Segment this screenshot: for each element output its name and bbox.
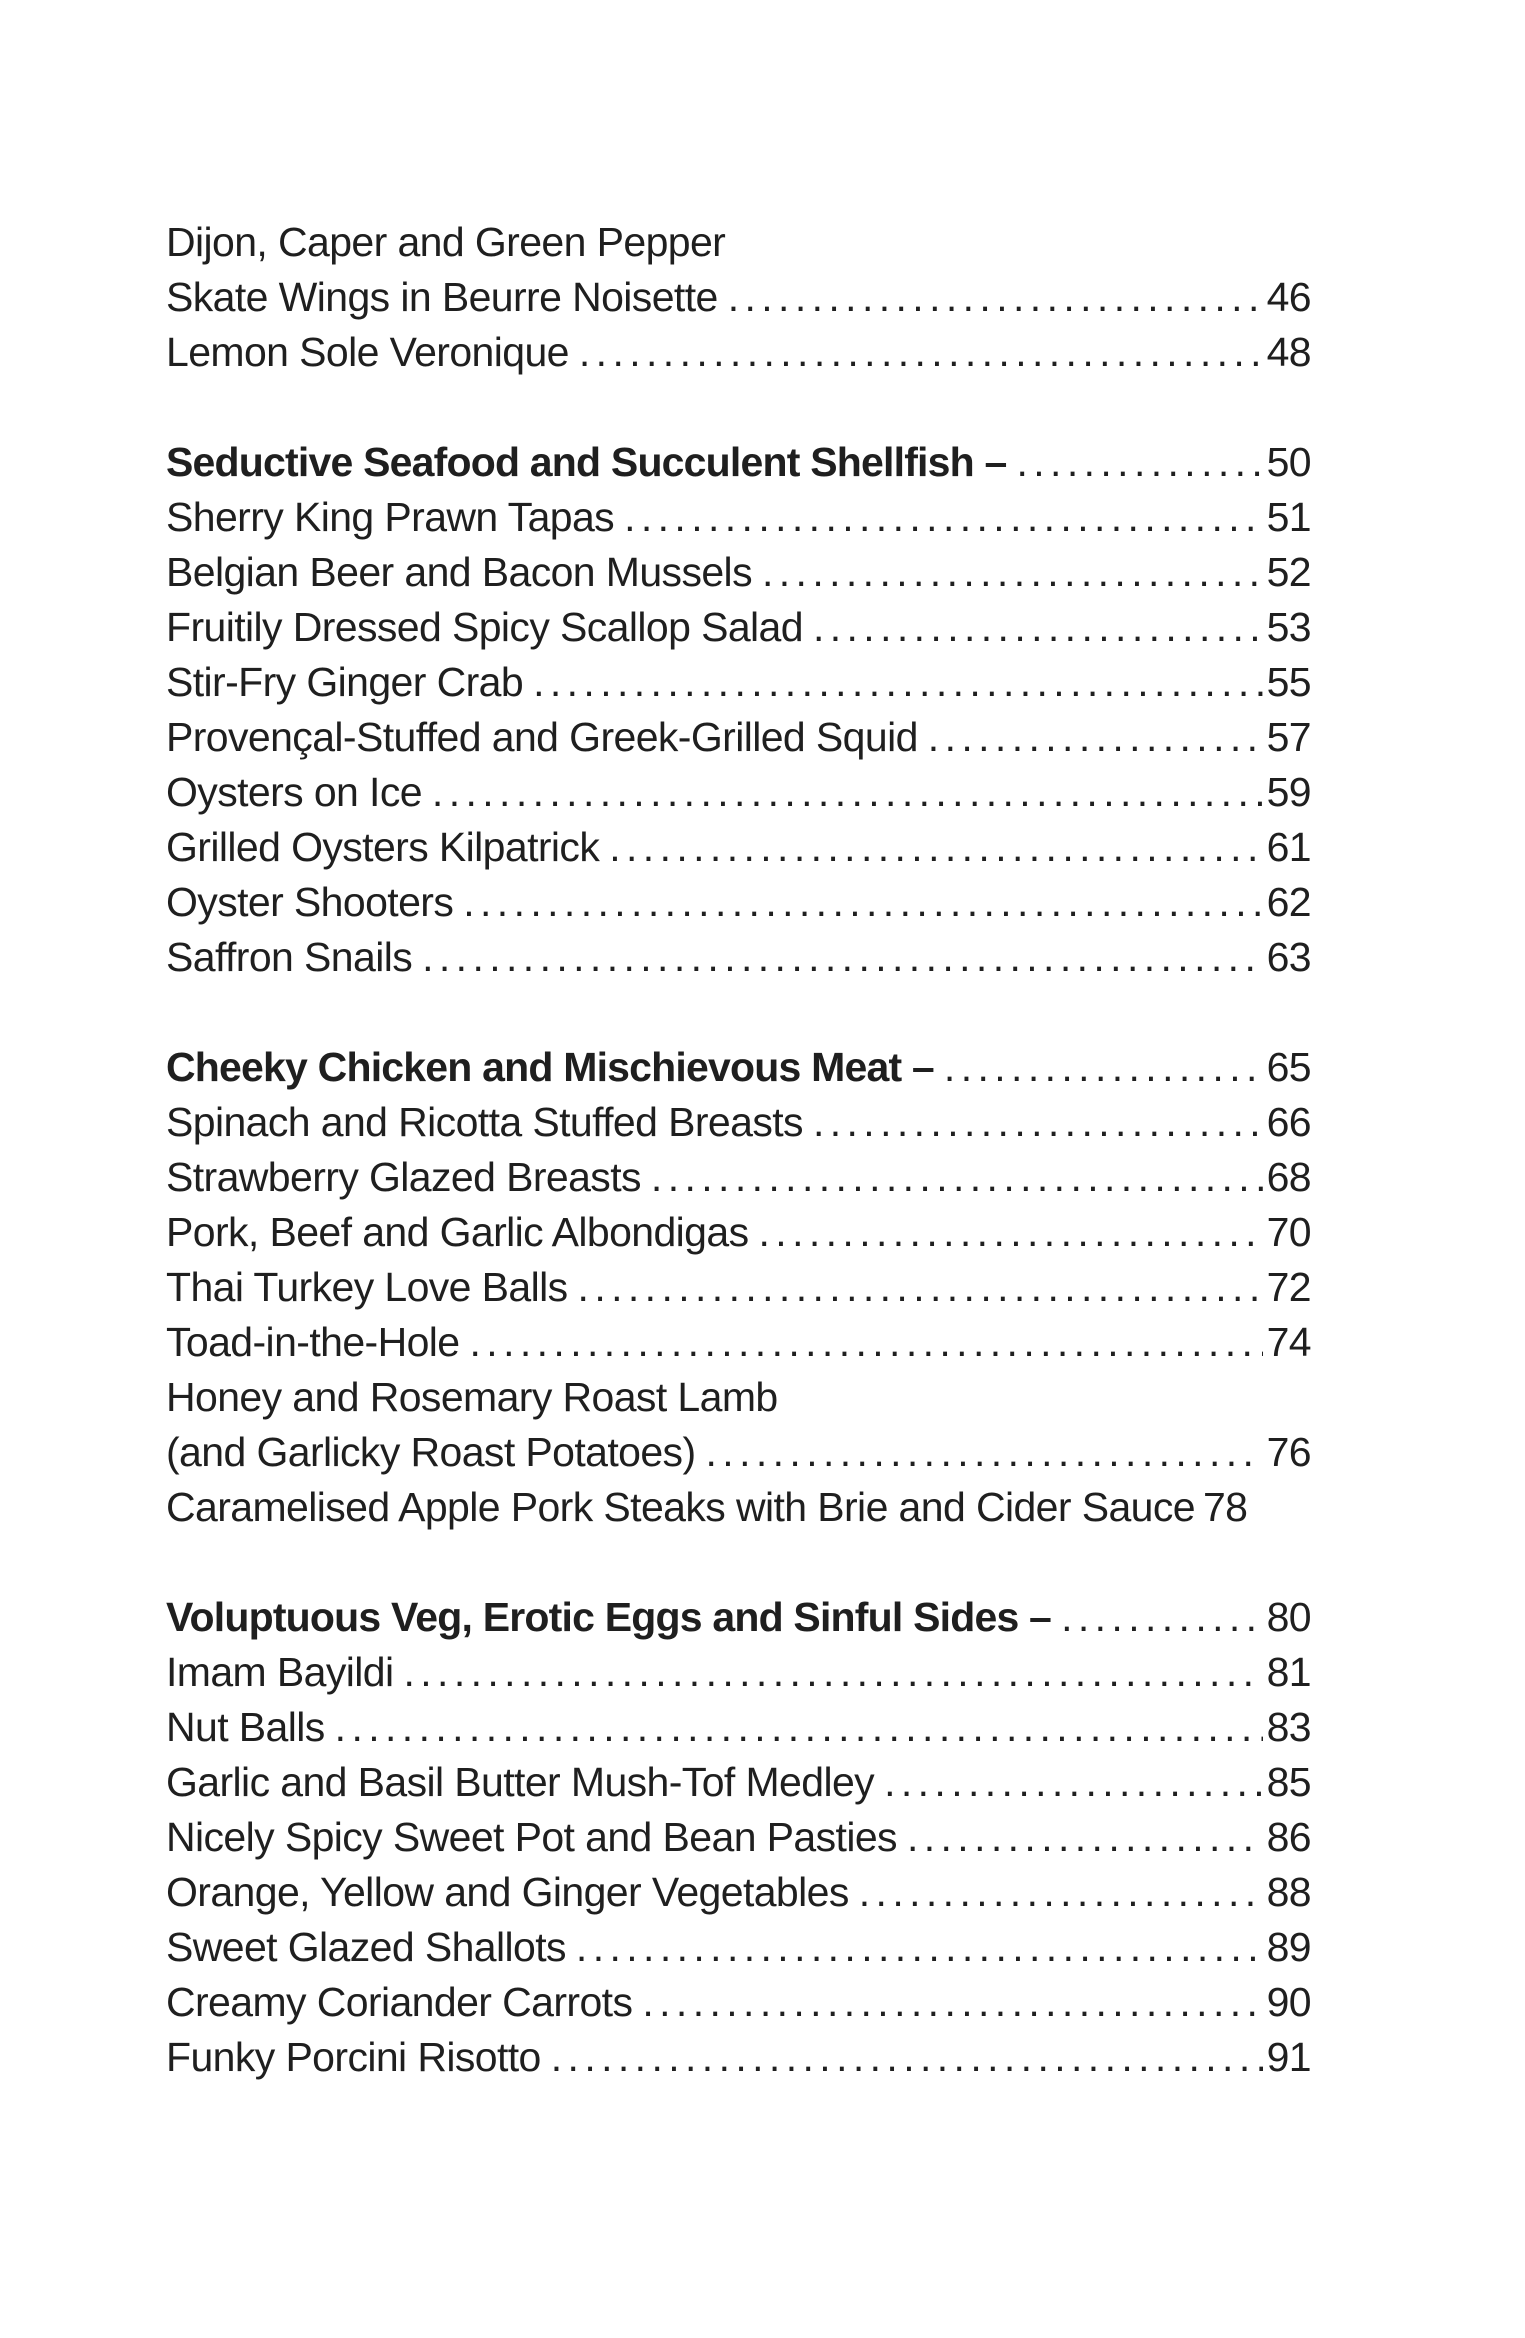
toc-entry [166,1425,1311,1480]
toc-entry-page: 89 [1266,1924,1311,1970]
toc-entry-page: 70 [1266,1209,1311,1255]
toc-entry-title: Sherry King Prawn Tapas [166,494,615,540]
dot-leader [624,490,1263,545]
dot-leader [579,325,1263,380]
toc-entry-page: 52 [1266,549,1311,595]
toc-entry [166,1755,1311,1810]
toc-entry-title: Creamy Coriander Carrots [166,1979,633,2025]
dot-leader [432,765,1263,820]
toc-entry [166,1645,1311,1700]
toc-entry-page: 76 [1266,1429,1311,1475]
toc-entry [166,1315,1311,1370]
toc-entry-title: Toad-in-the-Hole [166,1319,460,1365]
toc-entry [166,765,1311,820]
dot-leader [533,655,1263,710]
toc-entry-page: 53 [1266,604,1311,650]
dot-leader [422,930,1262,985]
toc-entry [166,270,1311,325]
toc-entry-page: 62 [1266,879,1311,925]
toc-entry-title: Saffron Snails [166,934,413,980]
toc-entry-title: Oyster Shooters [166,879,454,925]
toc-entry-title: Strawberry Glazed Breasts [166,1154,641,1200]
toc-entry-page: 72 [1266,1264,1311,1310]
dot-leader [813,1095,1263,1150]
toc-entry-title: Nut Balls [166,1704,325,1750]
dot-leader [335,1700,1263,1755]
toc-entry [166,2030,1311,2085]
dot-leader [944,1040,1263,1095]
dot-leader [576,1920,1263,1975]
toc-entry-page: 61 [1266,824,1311,870]
toc-entry-title: Funky Porcini Risotto [166,2034,541,2080]
toc-entry-page: 91 [1266,2034,1311,2080]
toc-entry [166,1370,1311,1425]
toc-entry-title: Sweet Glazed Shallots [166,1924,566,1970]
toc-section-heading [166,1040,1311,1095]
toc-entry-title: Oysters on Ice [166,769,422,815]
toc-entry [166,1150,1311,1205]
toc-entry-title: Provençal-Stuffed and Greek-Grilled Squid [166,714,918,760]
dot-leader [728,270,1263,325]
toc-entry [166,1095,1311,1150]
toc-entry-page: 74 [1266,1319,1311,1365]
toc-entry [166,1480,1311,1535]
toc-entry [166,325,1311,380]
toc-section-heading [166,435,1311,490]
toc-entry-page: 85 [1266,1759,1311,1805]
toc-entry [166,1260,1311,1315]
toc-entry [166,490,1311,545]
toc-entry-page: 46 [1266,274,1311,320]
toc-section-page: 65 [1266,1044,1311,1090]
dot-leader [470,1315,1263,1370]
dot-leader [642,1975,1262,2030]
toc-entry-page: 59 [1266,769,1311,815]
toc-entry [166,930,1311,985]
table-of-contents [166,215,1311,2085]
toc-entry-title: (and Garlicky Roast Potatoes) [166,1429,696,1475]
toc-entry [166,655,1311,710]
toc-entry-title: Nicely Spicy Sweet Pot and Bean Pasties [166,1814,897,1860]
dot-leader [551,2030,1263,2085]
toc-entry-page: 86 [1266,1814,1311,1860]
dot-leader [403,1645,1262,1700]
toc-section-title: Voluptuous Veg, Erotic Eggs and Sinful Sides – [166,1594,1052,1640]
toc-entry-page: 90 [1266,1979,1311,2025]
toc-entry [166,1865,1311,1920]
toc-entry-title: Grilled Oysters Kilpatrick [166,824,600,870]
toc-section-title: Cheeky Chicken and Mischievous Meat – [166,1044,934,1090]
toc-entry-page: 88 [1266,1869,1311,1915]
toc-entry-title: Honey and Rosemary Roast Lamb [166,1374,778,1420]
toc-entry-page: 51 [1266,494,1311,540]
toc-entry-title: Thai Turkey Love Balls [166,1264,568,1310]
toc-section-page: 80 [1266,1594,1311,1640]
dot-leader [578,1260,1263,1315]
toc-entry [166,545,1311,600]
toc-entry-title: Lemon Sole Veronique [166,329,569,375]
toc-entry [166,1700,1311,1755]
toc-section-title: Seductive Seafood and Succulent Shellfish – [166,439,1007,485]
toc-entry-page: 83 [1266,1704,1311,1750]
dot-leader [1061,1590,1263,1645]
toc-entry [166,820,1311,875]
toc-entry [166,215,1311,270]
dot-leader [1016,435,1262,490]
toc-section-heading [166,1590,1311,1645]
toc-entry-page: 68 [1266,1154,1311,1200]
toc-entry-title: Fruitily Dressed Spicy Scallop Salad [166,604,803,650]
dot-leader [651,1150,1263,1205]
dot-leader [706,1425,1263,1480]
toc-entry-title: Belgian Beer and Bacon Mussels [166,549,752,595]
toc-entry [166,600,1311,655]
toc-entry-title: Skate Wings in Beurre Noisette [166,274,718,320]
dot-leader [859,1865,1263,1920]
toc-entry-title: Garlic and Basil Butter Mush-Tof Medley [166,1759,875,1805]
toc-entry [166,1920,1311,1975]
toc-entry-page: 66 [1266,1099,1311,1145]
dot-leader [884,1755,1263,1810]
toc-entry-title: Imam Bayildi [166,1649,394,1695]
toc-entry-page: 78 [1202,1484,1248,1530]
toc-entry [166,1810,1311,1865]
toc-entry-page: 55 [1266,659,1311,705]
toc-entry-page: 57 [1266,714,1311,760]
toc-section-page: 50 [1266,439,1311,485]
toc-entry-title: Caramelised Apple Pork Steaks with Brie and Cider Sauce [166,1484,1195,1530]
dot-leader [928,710,1263,765]
toc-entry [166,710,1311,765]
dot-leader [813,600,1263,655]
toc-entry [166,1205,1311,1260]
dot-leader [907,1810,1263,1865]
toc-entry-page: 81 [1266,1649,1311,1695]
dot-leader [609,820,1262,875]
toc-entry-page: 48 [1266,329,1311,375]
toc-entry-title: Stir-Fry Ginger Crab [166,659,524,705]
toc-entry-title: Spinach and Ricotta Stuffed Breasts [166,1099,803,1145]
dot-leader [759,1205,1263,1260]
dot-leader [463,875,1262,930]
toc-entry [166,1975,1311,2030]
toc-entry [166,875,1311,930]
toc-entry-title: Dijon, Caper and Green Pepper [166,219,726,265]
toc-entry-title: Orange, Yellow and Ginger Vegetables [166,1869,849,1915]
toc-entry-title: Pork, Beef and Garlic Albondigas [166,1209,749,1255]
dot-leader [762,545,1263,600]
toc-entry-page: 63 [1266,934,1311,980]
